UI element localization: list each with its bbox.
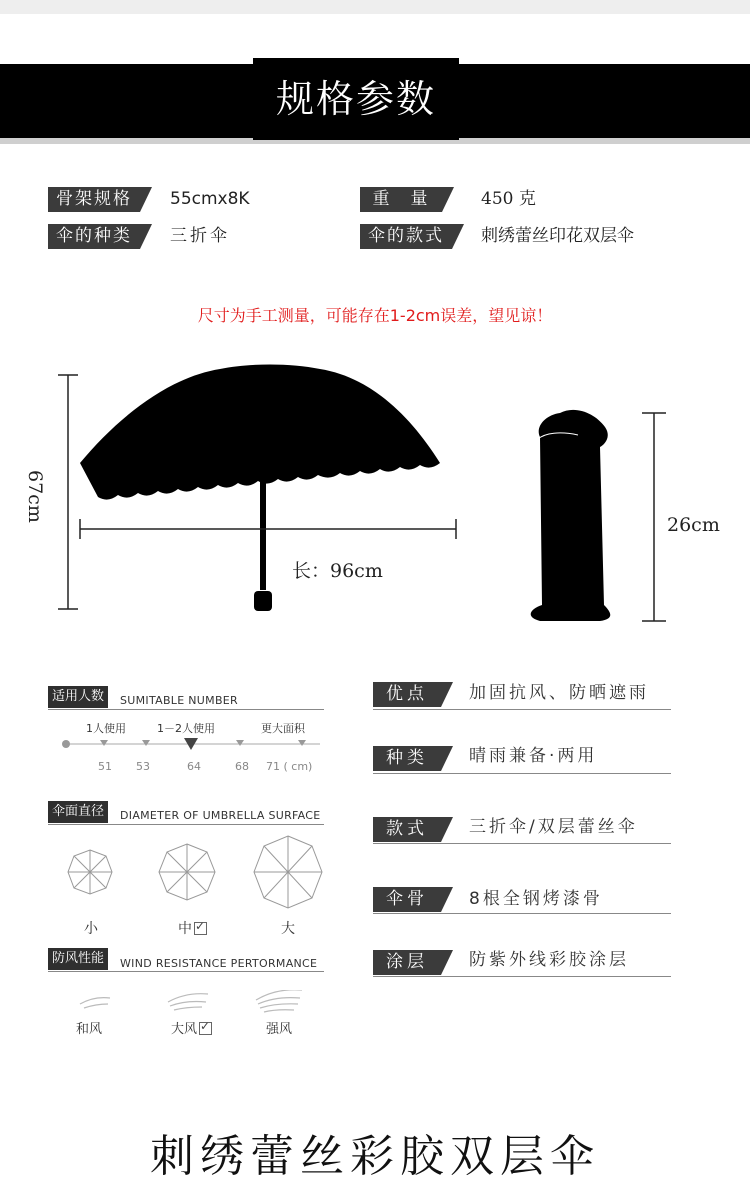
- umbrella-handle-icon: [254, 591, 272, 611]
- wind-strong: [171, 1018, 212, 1037]
- feature-label-ribs: 伞骨: [373, 887, 441, 912]
- size-medium-label: 中: [178, 921, 192, 937]
- users-section-line: [48, 709, 324, 710]
- top-strip: [0, 0, 750, 14]
- wind-strong-label: 大风: [171, 1022, 198, 1037]
- users-tick-68: 68: [235, 760, 249, 773]
- users-tick-51: 51: [98, 760, 112, 773]
- users-section-label: 适用人数: [48, 686, 108, 708]
- checkbox-checked-icon: [194, 922, 207, 935]
- light-wind-icon: [80, 998, 110, 1008]
- length-dimension-label: 长：96cm: [292, 560, 383, 582]
- weight-label: 重 量: [360, 187, 442, 212]
- feature-label-type: 种类: [373, 746, 441, 771]
- wind-light-label: 和风: [76, 1022, 103, 1037]
- wind-section-label: 防风性能: [48, 948, 108, 970]
- frame-spec-label: 骨架规格: [48, 187, 140, 212]
- gale-wind-icon: [256, 990, 302, 1012]
- strong-wind-icon: [168, 994, 208, 1010]
- feature-label-coating: 涂层: [373, 950, 441, 975]
- feature-line: [373, 913, 671, 914]
- wind-icons: [60, 990, 330, 1014]
- folded-umbrella-icon: [531, 410, 611, 621]
- weight-value: 450 克: [481, 189, 536, 209]
- diameter-section-line: [48, 824, 324, 825]
- style-value: 刺绣蕾丝印花双层伞: [481, 226, 634, 246]
- feature-text-type: 晴雨兼备·两用: [469, 746, 598, 766]
- users-tier-1: 1人使用: [86, 722, 126, 735]
- wind-gale-label: 强风: [266, 1022, 293, 1037]
- size-large-label: 大: [281, 921, 295, 937]
- measurement-note: 尺寸为手工测量，可能存在1-2cm误差，望见谅！: [197, 306, 553, 325]
- wind-section-line: [48, 971, 324, 972]
- umbrella-dimension-diagram: [0, 355, 750, 635]
- diameter-icons: [60, 832, 330, 912]
- feature-text-ribs: 8根全钢烤漆骨: [469, 889, 603, 909]
- wind-section-en: WIND RESISTANCE PERTORMANCE: [120, 957, 318, 970]
- feature-line: [373, 976, 671, 977]
- feature-text-style: 三折伞/双层蕾丝伞: [469, 817, 638, 837]
- diameter-section-en: DIAMETER OF UMBRELLA SURFACE: [120, 809, 321, 822]
- users-section-en: SUMITABLE NUMBER: [120, 694, 238, 707]
- page-title: 规格参数: [253, 58, 459, 140]
- users-scale: [60, 736, 330, 756]
- feature-line: [373, 843, 671, 844]
- users-tier-3: 更大面积: [261, 722, 305, 735]
- type-label: 伞的种类: [48, 224, 140, 249]
- users-tier-2: 1－2人使用: [157, 722, 215, 735]
- diameter-section-label: 伞面直径: [48, 801, 108, 823]
- users-tick-64: 64: [187, 760, 201, 773]
- feature-text-coating: 防紫外线彩胶涂层: [469, 950, 629, 970]
- style-label: 伞的款式: [360, 224, 452, 249]
- feature-line: [373, 773, 671, 774]
- height-dimension-label: 67cm: [24, 470, 46, 523]
- size-medium: [178, 918, 207, 938]
- size-small-label: 小: [84, 921, 98, 937]
- medium-umbrella-icon: [159, 844, 215, 900]
- product-name-title: 刺绣蕾丝彩胶双层伞: [150, 1131, 600, 1182]
- large-umbrella-icon: [254, 836, 322, 908]
- checkbox-checked-icon: [199, 1022, 212, 1035]
- small-umbrella-icon: [68, 850, 112, 894]
- feature-line: [373, 709, 671, 710]
- feature-text-advantage: 加固抗风、防晒遮雨: [469, 683, 649, 703]
- users-tick-53: 53: [136, 760, 150, 773]
- frame-spec-value: 55cmx8K: [170, 189, 250, 209]
- feature-label-style: 款式: [373, 817, 441, 842]
- users-tick-71: 71 ( cm): [266, 760, 313, 773]
- folded-dimension-label: 26cm: [667, 514, 720, 536]
- feature-label-advantage: 优点: [373, 682, 441, 707]
- type-value: 三折伞: [170, 226, 230, 246]
